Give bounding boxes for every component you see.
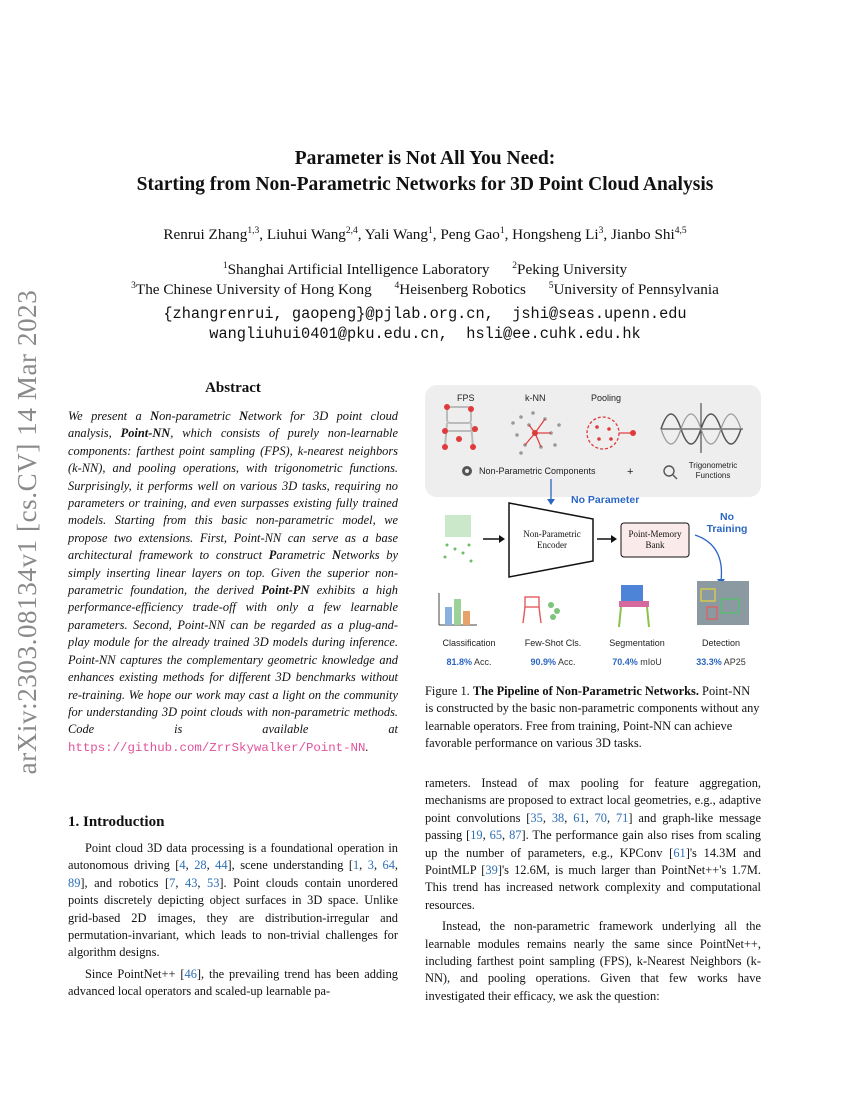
encoder-label-line: Non-Parametric xyxy=(523,529,581,539)
trig-label-line: Functions xyxy=(695,471,731,480)
citation[interactable]: 3 xyxy=(367,858,374,873)
text: ]'s 12.6M, is much larger than PointNet++'s 1.7M. This trend has increased network complexity and computational resources. xyxy=(425,863,761,912)
citation[interactable]: 4 xyxy=(179,858,186,873)
email-block xyxy=(60,304,790,344)
no-training-label xyxy=(705,511,749,535)
few-shot-plant-icon xyxy=(548,602,560,620)
metric-value: 70.4% xyxy=(612,657,638,667)
abstract-bold: N xyxy=(150,409,160,423)
author: Renrui Zhang xyxy=(163,226,248,244)
author: Peng Gao xyxy=(440,226,500,244)
citation[interactable]: 35 xyxy=(530,810,543,825)
text: ], the prevailing trend has been adding advanced local operators and scaled-up learnable pa- xyxy=(68,966,398,999)
no-training-arrow xyxy=(695,535,721,581)
affiliation: Peking University xyxy=(517,261,628,279)
right-paragraph-2: Instead, the non-parametric framework underlying all the learnable modules remains nearly the same since PointNet++, including farthest point sampling (FPS), k-Nearest Neighbors (k-NN), and pooling operations. Given that few works have investigated their efficacy, we ask the question: xyxy=(425,919,761,1003)
intro-heading: 1. Introduction xyxy=(68,814,165,830)
citation[interactable]: 71 xyxy=(615,810,629,825)
citation[interactable]: 53 xyxy=(207,875,220,890)
abstract-text: We present a xyxy=(68,409,151,423)
affiliation: University of Pennsylvania xyxy=(553,281,719,299)
affiliation-line-2 xyxy=(60,276,790,300)
affiliation: The Chinese University of Hong Kong xyxy=(135,281,372,299)
author: Jianbo Shi xyxy=(611,226,675,244)
citation[interactable]: 38 xyxy=(551,810,565,825)
fps-label: FPS xyxy=(457,393,475,403)
down-arrow-head xyxy=(547,499,555,505)
trig-plot xyxy=(661,403,743,453)
pooling-circle xyxy=(587,417,619,449)
citation[interactable]: 64 xyxy=(382,858,395,873)
author: Yali Wang xyxy=(364,226,428,244)
magnifier-icon xyxy=(664,466,677,479)
author-sup: 1,3 xyxy=(247,226,260,236)
affil-sup: 3 xyxy=(131,281,136,291)
text: ]. The performance gain also rises from scaling up the number of parameters, e.g., KPConv [ xyxy=(425,828,761,860)
task-classification: Classification xyxy=(442,638,496,648)
text: ]'s 14.3M and PointMLP [ xyxy=(425,845,762,878)
text: rameters. Instead of max pooling for feature aggregation, mechanisms are proposed to extract local geometries, e.g., adaptive point convolutions [ xyxy=(425,776,761,825)
task-segmentation: Segmentation xyxy=(609,638,665,648)
input-chair-points xyxy=(444,515,473,563)
task-few-shot: Few-Shot Cls. xyxy=(524,638,582,648)
pooling-points xyxy=(595,425,613,441)
classification-bar-icon xyxy=(439,593,477,625)
abstract-text: . xyxy=(365,739,369,754)
task-detection: Detection xyxy=(701,638,741,648)
metric-value: 81.8% xyxy=(446,657,472,667)
paper-title xyxy=(60,146,790,198)
abstract-text: exhibits a high performance-efficiency trade-off with only a few learnable parameters. Second, Point-NN can be regarded as a plug-and-play module for the already trained 3D models during inference. Point-NN captures the complementary geometric knowledge and enhances existing methods for different 3D benchmarks without re-training. We hope our work may cast a light on the community for understanding 3D point clouds with non-parametric methods. Code is available at xyxy=(68,583,398,737)
metric-unit: AP25 xyxy=(723,657,746,667)
no-parameter-label: No Parameter xyxy=(571,494,640,506)
text: Point cloud 3D data processing is a foundational operation in autonomous driving [ xyxy=(68,841,398,873)
bank-label-line: Point-Memory xyxy=(628,529,682,539)
metric-detection xyxy=(683,657,759,667)
citation[interactable]: 28 xyxy=(194,858,207,873)
author-sup: 1 xyxy=(499,226,505,236)
segmentation-chair-icon xyxy=(619,585,649,627)
citation[interactable]: 61 xyxy=(673,845,686,860)
abstract-text: , which consists of purely non-learnable components: farthest point sampling (FPS), k-nearest neighbors (k-NN), and pooling operations, with trigonometric functions. Surprisingly, it performs well on various 3D tasks, requiring no parameters or training, and even surpasses existing fully trained models. Starting from this basic non-parametric model, we propose two extensions. First, Point-NN can serve as a base architectural framework to construct xyxy=(68,426,398,563)
metric-few-shot xyxy=(515,657,591,667)
few-shot-chair-icon xyxy=(523,597,541,623)
text: ]. Point clouds contain unordered points discretely depicting object surfaces in 3D space. Unlike grid-based 2D images, they are distribution-irregular and permutation-invariant, which leads to non-trivial challenges for algorithm designs. xyxy=(68,875,398,960)
metric-classification xyxy=(431,657,507,667)
citation[interactable]: 89 xyxy=(68,875,81,890)
author-list: Renrui Zhang$^{1,3}$, Liuhui Wang$^{2,4}$, Yali Wang$^1$, Peng Gao$^1$, Hongsheng Li$^3$, Jianbo Shi$^{4,5}$ xyxy=(163,226,687,244)
abstract-body xyxy=(68,408,398,757)
trig-label xyxy=(679,461,747,481)
citation[interactable]: 46 xyxy=(184,966,197,981)
affil-sup: 1 xyxy=(222,261,228,271)
pooled-point xyxy=(630,430,636,436)
affiliation: Heisenberg Robotics xyxy=(399,281,526,299)
intro-paragraph-1: Point cloud 3D data processing is a foundational operation in autonomous driving [4, 28, 44], scene understanding [1, 3, 64, 89], and robotics [7, 43, 53]. Point clouds contain unordered points discretely depicting object surfaces in 3D space. Unlike grid-based 2D images, they are distribution-irregular and permutation-invariant, which leads to non-trivial challenges for algorithm designs. xyxy=(68,841,398,960)
abstract-bold: N xyxy=(239,409,249,423)
citation[interactable]: 1 xyxy=(352,858,360,873)
right-column-body xyxy=(425,775,761,1005)
abstract-text: on-parametric xyxy=(159,409,240,423)
text: Since PointNet++ [ xyxy=(85,966,185,981)
affil-sup: 5 xyxy=(548,281,554,291)
abstract-text: arametric xyxy=(276,548,333,563)
caption-title: The Pipeline of Non-Parametric Networks. xyxy=(472,684,699,698)
gear-icon xyxy=(462,466,472,476)
title-line-2: Starting from Non-Parametric Networks for 3D Point Cloud Analysis xyxy=(136,174,714,195)
right-paragraph-1: rameters. Instead of max pooling for feature aggregation, mechanisms are proposed to extract local geometries, e.g., adaptive point convolutions [35, 38, 61, 70, 71] and graph-like message passing [19, 65, 87]. The performance gain also rises from scaling up the number of parameters, e.g., KPConv [61]'s 14.3M and PointMLP [39]'s 12.6M, is much larger than PointNet++'s 1.7M. This trend has increased network complexity and computational resources. xyxy=(425,776,762,912)
citation[interactable]: 87 xyxy=(509,828,522,843)
citation[interactable]: 43 xyxy=(185,875,198,890)
caption-text: Point-NN is constructed by the basic non-parametric components without any learnable operators. Free from training, Point-NN can achieve favorable performance on various 3D tasks. xyxy=(425,684,760,751)
encoder-label xyxy=(509,529,595,551)
affiliation: Shanghai Artificial Intelligence Laboratory xyxy=(227,261,490,279)
citation[interactable]: 39 xyxy=(485,863,498,878)
abstract-text: etwork for 3D point cloud analysis, xyxy=(68,409,398,441)
author-sup: 4,5 xyxy=(674,226,687,236)
abstract-bold: P xyxy=(268,548,277,563)
no-training-line: Training xyxy=(706,523,748,535)
detection-scene-icon xyxy=(697,581,749,625)
knn-center-point xyxy=(532,430,538,436)
metric-unit: Acc. xyxy=(558,657,576,667)
figure-1-caption xyxy=(425,683,761,753)
author-sup: 3 xyxy=(598,226,604,236)
abstract-bold: Point-NN xyxy=(120,426,171,441)
intro-paragraph-2 xyxy=(68,966,398,1001)
metric-unit: mIoU xyxy=(640,657,662,667)
citation[interactable]: 7 xyxy=(169,875,176,890)
code-link[interactable]: https://github.com/ZrrSkywalker/Point-NN xyxy=(68,740,366,755)
metric-unit: Acc. xyxy=(474,657,492,667)
citation[interactable]: 65 xyxy=(489,828,503,843)
email-line-1: {zhangrenrui, gaopeng}@pjlab.org.cn, jshi@seas.upenn.edu xyxy=(163,305,687,323)
citation[interactable]: 44 xyxy=(215,858,228,873)
encoder-label-line: Encoder xyxy=(537,540,567,550)
pooling-label: Pooling xyxy=(591,393,622,403)
metric-segmentation xyxy=(599,657,675,667)
memory-bank-label xyxy=(621,529,689,551)
citation[interactable]: 19 xyxy=(470,828,483,843)
abstract-bold: Point-PN xyxy=(261,583,310,598)
plus-label: + xyxy=(627,466,634,478)
arxiv-stamp: arXiv:2303.08134v1 [cs.CV] 14 Mar 2023 xyxy=(12,289,42,775)
figure-1 xyxy=(425,385,761,675)
text: ], and robotics [ xyxy=(80,875,170,890)
abstract-text: etworks by simply inserting linear layers on top. Given the superior non-parametric foundation, the derived xyxy=(68,548,399,598)
citation[interactable]: 61 xyxy=(573,810,586,825)
author: Liuhui Wang xyxy=(266,226,346,244)
abstract-heading: Abstract xyxy=(205,380,261,396)
author-sup: 1 xyxy=(428,226,433,236)
author-sup: 2,4 xyxy=(345,226,358,236)
text: ] and graph-like message passing [ xyxy=(425,810,761,843)
title-line-1: Parameter is Not All You Need: xyxy=(294,148,556,169)
author: Hongsheng Li xyxy=(512,226,599,244)
no-training-line: No xyxy=(720,511,734,523)
affil-sup: 4 xyxy=(394,281,400,291)
email-line-2: wangliuhui0401@pku.edu.cn, hsli@ee.cuhk.edu.hk xyxy=(209,325,641,343)
metric-value: 90.9% xyxy=(530,657,556,667)
text: ], scene understanding [ xyxy=(227,858,353,873)
trig-label-line: Trigonometric xyxy=(688,461,738,470)
npc-label: Non-Parametric Components xyxy=(479,466,596,476)
caption-label: Figure 1. xyxy=(425,684,470,698)
bank-label-line: Bank xyxy=(645,540,665,550)
knn-label: k-NN xyxy=(525,393,546,403)
citation[interactable]: 70 xyxy=(594,810,607,825)
affil-sup: 2 xyxy=(512,261,518,271)
intro-body xyxy=(68,840,398,1001)
abstract-bold: N xyxy=(332,548,341,563)
metric-value: 33.3% xyxy=(696,657,722,667)
